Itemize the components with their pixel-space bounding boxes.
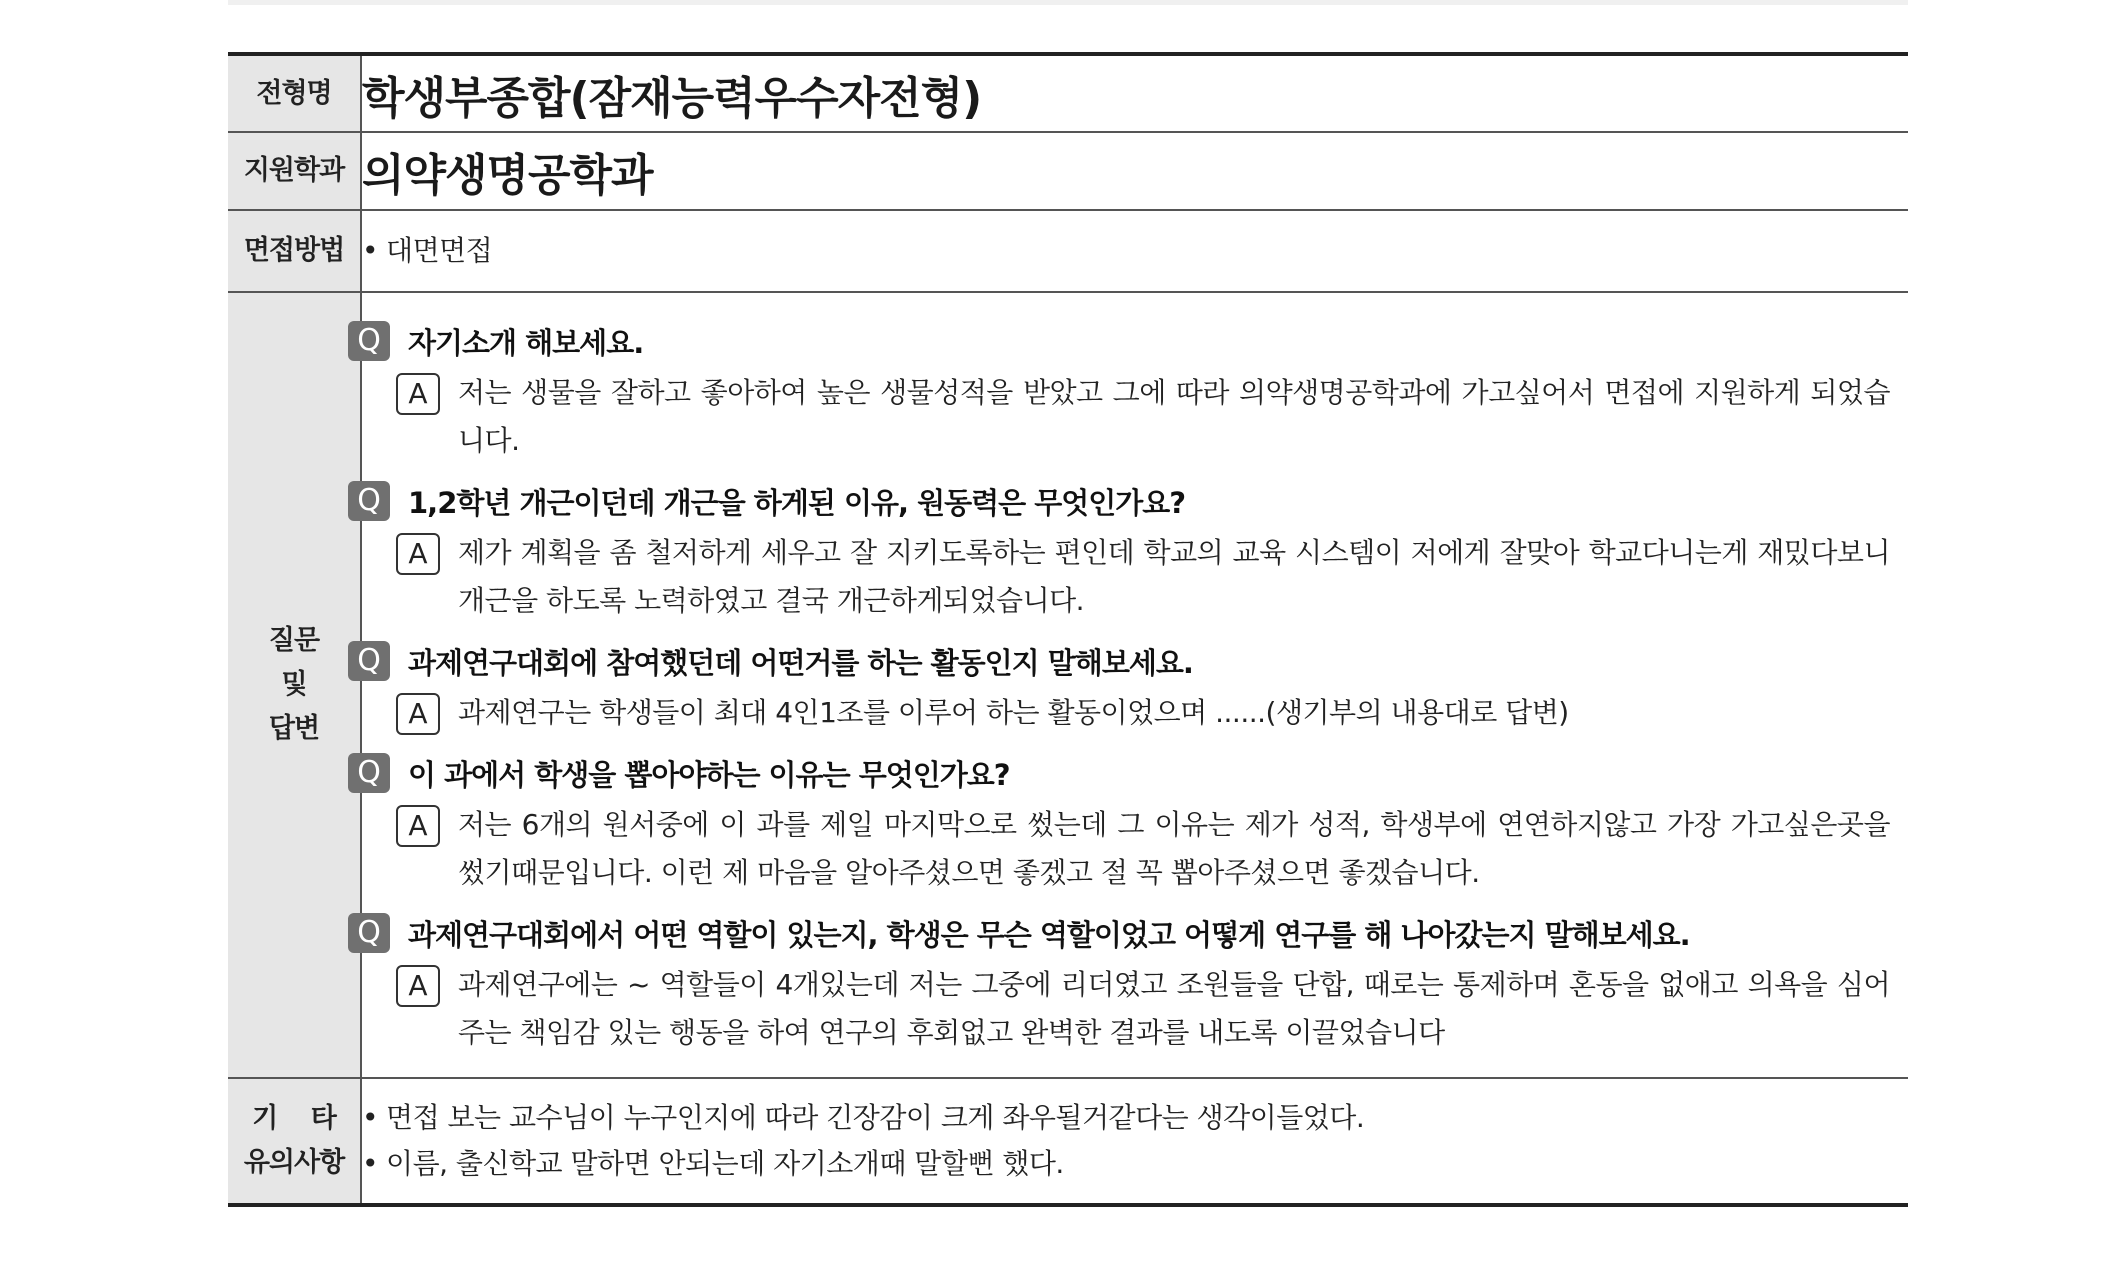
interview-method-item (362, 228, 1908, 274)
question-line (348, 317, 1890, 365)
notes-label (228, 1078, 361, 1205)
notes-item (362, 1095, 1908, 1141)
question-text: 과제연구대회에 참여했던데 어떤거를 하는 활동인지 말해보세요. (408, 645, 1193, 680)
top-divider (228, 0, 1908, 5)
interview-method-row (228, 210, 1908, 292)
answer-block (396, 373, 1890, 465)
answer-block (396, 533, 1890, 625)
question-marker-icon: Q (348, 913, 390, 953)
qa-item (357, 749, 1890, 897)
answer-text: 과제연구에는 ~ 역할들이 4개있는데 저는 그중에 리더였고 조원들을 단합, 때로는 통제하며 혼동을 없애고 의욕을 심어주는 책임감 있는 행동을 하여 연구의 후회없고 완벽한 결과를 내도록 이끌었습니다 (458, 968, 1890, 1049)
interview-method-label: 면접방법 (228, 210, 361, 292)
qa-item (357, 637, 1890, 737)
question-line (348, 477, 1890, 525)
notes-row (228, 1078, 1908, 1205)
department-cell (361, 132, 1908, 210)
question-text: 1,2학년 개근이던데 개근을 하게된 이유, 원동력은 무엇인가요? (408, 485, 1186, 520)
answer-text: 저는 6개의 원서중에 이 과를 제일 마지막으로 썼는데 그 이유는 제가 성적, 학생부에 연연하지않고 가장 가고싶은곳을 썼기때문입니다. 이런 제 마음을 알아주셨으면 좋겠고 절 꼭 뽑아주셨으면 좋겠습니다. (458, 808, 1890, 889)
answer-marker-icon: A (396, 533, 440, 575)
question-line (348, 749, 1890, 797)
admission-type-label: 전형명 (228, 54, 361, 132)
notes-text: 이름, 출신학교 말하면 안되는데 자기소개때 말할뻔 했다. (386, 1147, 1064, 1180)
question-text: 과제연구대회에서 어떤 역할이 있는지, 학생은 무슨 역할이었고 어떻게 연구를 해 나아갔는지 말해보세요. (408, 917, 1690, 952)
answer-text: 제가 계획을 좀 철저하게 세우고 잘 지키도록하는 편인데 학교의 교육 시스템이 저에게 잘맞아 학교다니는게 재밌다보니 개근을 하도록 노력하였고 결국 개근하게되었습니다. (458, 536, 1890, 617)
answer-text: 과제연구는 학생들이 최대 4인1조를 이루어 하는 활동이었으며 ......(생기부의 내용대로 답변) (458, 696, 1569, 729)
bullet-marker: • (362, 234, 379, 267)
notes-cell (361, 1078, 1908, 1205)
answer-marker-icon: A (396, 693, 440, 735)
bullet-marker: • (362, 1101, 379, 1134)
question-marker-icon: Q (348, 481, 390, 521)
department-label: 지원학과 (228, 132, 361, 210)
question-marker-icon: Q (348, 753, 390, 793)
qa-label-line: 답변 (268, 713, 320, 744)
notes-text: 면접 보는 교수님이 누구인지에 따라 긴장감이 크게 좌우될거같다는 생각이들었다. (386, 1101, 1365, 1134)
notes-item (362, 1141, 1908, 1187)
qa-item (357, 317, 1890, 465)
qa-label-line: 질문 (268, 625, 320, 656)
qa-label (228, 292, 361, 1078)
question-line (348, 637, 1890, 685)
answer-block (396, 693, 1890, 737)
admission-type-cell (361, 54, 1908, 132)
admission-type-row (228, 54, 1908, 132)
answer-block (396, 805, 1890, 897)
answer-marker-icon: A (396, 965, 440, 1007)
bullet-marker: • (362, 1147, 379, 1180)
question-text: 이 과에서 학생을 뽑아야하는 이유는 무엇인가요? (408, 757, 1010, 792)
interview-record-table (228, 52, 1908, 1207)
qa-item (357, 909, 1890, 1057)
qa-item (357, 477, 1890, 625)
answer-block (396, 965, 1890, 1057)
interview-method-cell (361, 210, 1908, 292)
question-marker-icon: Q (348, 321, 390, 361)
answer-marker-icon: A (396, 373, 440, 415)
notes-label-line: 기 타 (252, 1103, 336, 1134)
department-row (228, 132, 1908, 210)
admission-type-value: 학생부종합(잠재능력우수자전형) (362, 72, 982, 124)
notes-label-line: 유의사항 (243, 1147, 345, 1178)
answer-marker-icon: A (396, 805, 440, 847)
question-text: 자기소개 해보세요. (408, 325, 644, 360)
department-value: 의약생명공학과 (362, 150, 653, 201)
qa-label-line: 및 (281, 669, 307, 700)
question-line (348, 909, 1890, 957)
interview-method-text: 대면면접 (386, 234, 493, 267)
qa-cell (357, 292, 1908, 1078)
question-marker-icon: Q (348, 641, 390, 681)
qa-row (228, 292, 1908, 1078)
answer-text: 저는 생물을 잘하고 좋아하여 높은 생물성적을 받았고 그에 따라 의약생명공학과에 가고싶어서 면접에 지원하게 되었습니다. (458, 376, 1890, 457)
